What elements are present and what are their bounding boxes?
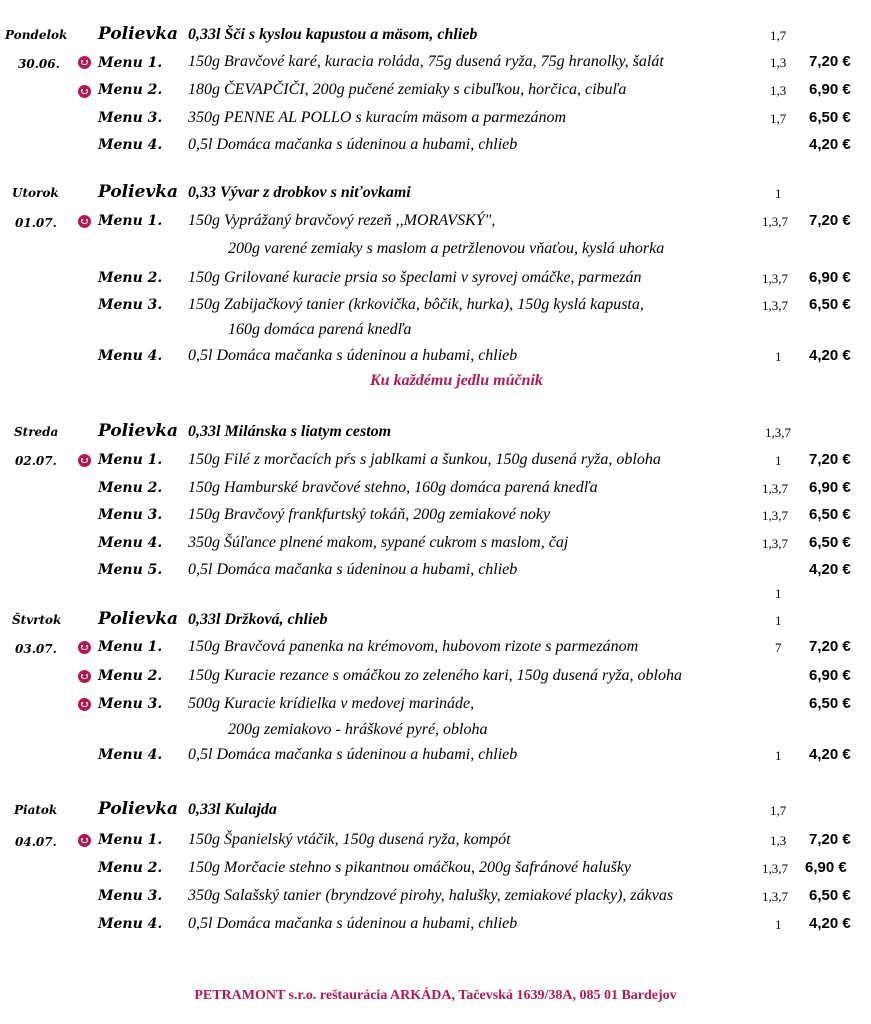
menu-label: Menu 1. bbox=[98, 213, 163, 229]
day-name: Utorok bbox=[12, 186, 59, 200]
soup-text: 0,33 Vývar z drobkov s niťovkami bbox=[188, 184, 411, 201]
menu-label: Menu 4. bbox=[98, 916, 163, 932]
menu-text: 150g Zabijačkový tanier (krkovička, bôčik, hurka), 150g kyslá kapusta, bbox=[188, 296, 644, 313]
soup-allergens: 1 bbox=[775, 186, 782, 201]
menu-label: Menu 5. bbox=[98, 562, 163, 578]
menu-price: 6,50 € bbox=[809, 109, 851, 126]
menu-label: Menu 3. bbox=[98, 507, 163, 523]
menu-text: 350g Šúľance plnené makom, sypané cukrom s maslom, čaj bbox=[188, 534, 569, 551]
menu-label: Menu 2. bbox=[98, 82, 163, 98]
menu-label: Menu 1. bbox=[98, 832, 163, 848]
menu-text: 150g Filé z morčacích pŕs s jablkami a šunkou, 150g dusená ryža, obloha bbox=[188, 451, 661, 468]
menu-label: Menu 4. bbox=[98, 137, 163, 153]
soup-allergens: 1,7 bbox=[770, 28, 787, 43]
soup-label: Polievka bbox=[98, 609, 179, 629]
menu-label: Menu 2. bbox=[98, 860, 163, 876]
menu-price: 7,20 € bbox=[809, 212, 851, 229]
smiley-icon bbox=[78, 641, 91, 654]
menu-allergens: 1,3,7 bbox=[762, 889, 788, 904]
day-name: Piatok bbox=[14, 803, 58, 817]
smiley-icon bbox=[78, 85, 91, 98]
menu-text: 150g Bravčový frankfurtský tokáň, 200g zemiakové noky bbox=[188, 506, 551, 523]
menu-price: 6,50 € bbox=[809, 534, 851, 551]
menu-label: Menu 1. bbox=[98, 55, 163, 71]
menu-label: Menu 3. bbox=[98, 110, 163, 126]
day-date: 04.07. bbox=[15, 835, 57, 849]
menu-price: 6,90 € bbox=[809, 81, 851, 98]
footer-address: PETRAMONT s.r.o. reštaurácia ARKÁDA, Tačevská 1639/38A, 085 01 Bardejov bbox=[194, 988, 677, 1003]
menu-label: Menu 2. bbox=[98, 480, 163, 496]
menu-allergens: 1,3,7 bbox=[762, 861, 788, 876]
stray-allergen: 1 bbox=[775, 586, 782, 601]
soup-label: Polievka bbox=[98, 24, 179, 44]
smiley-icon bbox=[78, 454, 91, 467]
menu-price: 7,20 € bbox=[809, 638, 851, 655]
soup-text: 0,33l Držková, chlieb bbox=[188, 611, 328, 628]
soup-text: 0,33l Šči s kyslou kapustou a mäsom, chlieb bbox=[188, 26, 478, 43]
menu-allergens: 1,3 bbox=[770, 833, 787, 848]
menu-label: Menu 1. bbox=[98, 452, 163, 468]
menu-text: 350g PENNE AL POLLO s kuracím mäsom a parmezánom bbox=[188, 109, 567, 126]
menu-text: 0,5l Domáca mačanka s údeninou a hubami, chlieb bbox=[188, 136, 518, 153]
menu-label: Menu 4. bbox=[98, 747, 163, 763]
menu-price: 6,90 € bbox=[809, 479, 851, 496]
menu-allergens: 1,3 bbox=[770, 55, 787, 70]
menu-text: 150g Bravčové karé, kuracia roláda, 75g dusená ryža, 75g hranolky, šalát bbox=[188, 53, 664, 70]
menu-price: 6,90 € bbox=[805, 859, 847, 876]
menu-allergens: 1,7 bbox=[770, 111, 787, 126]
menu-label: Menu 3. bbox=[98, 888, 163, 904]
soup-allergens: 1 bbox=[775, 613, 782, 628]
menu-text: 0,5l Domáca mačanka s údeninou a hubami, chlieb bbox=[188, 347, 518, 364]
menu-allergens: 1 bbox=[775, 453, 782, 468]
menu-text: 150g Grilované kuracie prsia so špeclami v syrovej omáčke, parmezán bbox=[188, 269, 642, 286]
menu-price: 4,20 € bbox=[809, 347, 851, 364]
menu-price: 6,50 € bbox=[809, 296, 851, 313]
menu-price: 6,50 € bbox=[809, 506, 851, 523]
menu-allergens: 1,3,7 bbox=[762, 214, 788, 229]
menu-price: 4,20 € bbox=[809, 561, 851, 578]
menu-price: 4,20 € bbox=[809, 136, 851, 153]
menu-allergens: 7 bbox=[775, 640, 782, 655]
menu-text: 0,5l Domáca mačanka s údeninou a hubami, chlieb bbox=[188, 561, 518, 578]
menu-text: 150g Španielský vtáčik, 150g dusená ryža, kompót bbox=[188, 831, 511, 848]
menu-label: Menu 3. bbox=[98, 297, 163, 313]
menu-text: 0,5l Domáca mačanka s údeninou a hubami, chlieb bbox=[188, 746, 518, 763]
soup-text: 0,33l Kulajda bbox=[188, 801, 277, 818]
menu-text: 350g Salašský tanier (bryndzové pirohy, halušky, zemiakové placky), zákvas bbox=[188, 887, 674, 904]
menu-label: Menu 4. bbox=[98, 535, 163, 551]
menu-price: 6,50 € bbox=[809, 887, 851, 904]
menu-price: 7,20 € bbox=[809, 831, 851, 848]
menu-label: Menu 2. bbox=[98, 668, 163, 684]
smiley-icon bbox=[78, 698, 91, 711]
menu-text: 150g Kuracie rezance s omáčkou zo zeleného kari, 150g dusená ryža, obloha bbox=[188, 667, 682, 684]
menu-text: 0,5l Domáca mačanka s údeninou a hubami, chlieb bbox=[188, 915, 518, 932]
soup-label: Polievka bbox=[98, 421, 179, 441]
soup-allergens: 1,7 bbox=[770, 803, 787, 818]
menu-allergens: 1 bbox=[775, 917, 782, 932]
menu-label: Menu 4. bbox=[98, 348, 163, 364]
menu-label: Menu 1. bbox=[98, 639, 163, 655]
menu-allergens: 1,3,7 bbox=[762, 508, 788, 523]
day-name: Štvrtok bbox=[12, 613, 62, 627]
dessert-note: Ku každému jedlu múčnik bbox=[370, 372, 543, 389]
smiley-icon bbox=[78, 670, 91, 683]
menu-allergens: 1 bbox=[775, 349, 782, 364]
menu-price: 7,20 € bbox=[809, 451, 851, 468]
menu-price: 6,90 € bbox=[809, 667, 851, 684]
day-date: 30.06. bbox=[18, 57, 60, 71]
menu-text: 150g Morčacie stehno s pikantnou omáčkou, 200g šafránové halušky bbox=[188, 859, 632, 876]
menu-label: Menu 2. bbox=[98, 270, 163, 286]
menu-price: 6,50 € bbox=[809, 695, 851, 712]
menu-price: 6,90 € bbox=[809, 269, 851, 286]
menu-price: 7,20 € bbox=[809, 53, 851, 70]
smiley-icon bbox=[78, 215, 91, 228]
menu-text: 500g Kuracie krídielka v medovej marináde, bbox=[188, 695, 475, 712]
menu-price: 4,20 € bbox=[809, 915, 851, 932]
soup-allergens: 1,3,7 bbox=[765, 425, 791, 440]
menu-label: Menu 3. bbox=[98, 696, 163, 712]
menu-text-line2: 200g zemiakovo - hráškové pyré, obloha bbox=[228, 721, 488, 738]
smiley-icon bbox=[78, 56, 91, 69]
soup-text: 0,33l Milánska s liatym cestom bbox=[188, 423, 392, 440]
menu-text: 150g Bravčová panenka na krémovom, hubovom rizote s parmezánom bbox=[188, 638, 639, 655]
menu-allergens: 1,3,7 bbox=[762, 271, 788, 286]
menu-allergens: 1 bbox=[775, 748, 782, 763]
menu-allergens: 1,3,7 bbox=[762, 298, 788, 313]
menu-text: 150g Vyprážaný bravčový rezeň ,,MORAVSKÝ", bbox=[188, 212, 496, 229]
menu-price: 4,20 € bbox=[809, 746, 851, 763]
menu-text: 180g ČEVAPČIČI, 200g pučené zemiaky s cibuľkou, horčica, cibuľa bbox=[188, 81, 627, 98]
menu-allergens: 1,3 bbox=[770, 83, 787, 98]
day-name: Streda bbox=[14, 425, 59, 439]
day-date: 02.07. bbox=[15, 454, 57, 468]
menu-text: 150g Hamburské bravčové stehno, 160g domáca parená knedľa bbox=[188, 479, 598, 496]
smiley-icon bbox=[78, 834, 91, 847]
menu-allergens: 1,3,7 bbox=[762, 536, 788, 551]
menu-allergens: 1,3,7 bbox=[762, 481, 788, 496]
menu-text-line2: 200g varené zemiaky s maslom a petržlenovou vňaťou, kyslá uhorka bbox=[228, 240, 665, 257]
day-date: 01.07. bbox=[15, 216, 57, 230]
soup-label: Polievka bbox=[98, 182, 179, 202]
day-name: Pondelok bbox=[5, 28, 68, 42]
menu-text-line2: 160g domáca parená knedľa bbox=[228, 321, 412, 338]
soup-label: Polievka bbox=[98, 799, 179, 819]
day-date: 03.07. bbox=[15, 642, 57, 656]
